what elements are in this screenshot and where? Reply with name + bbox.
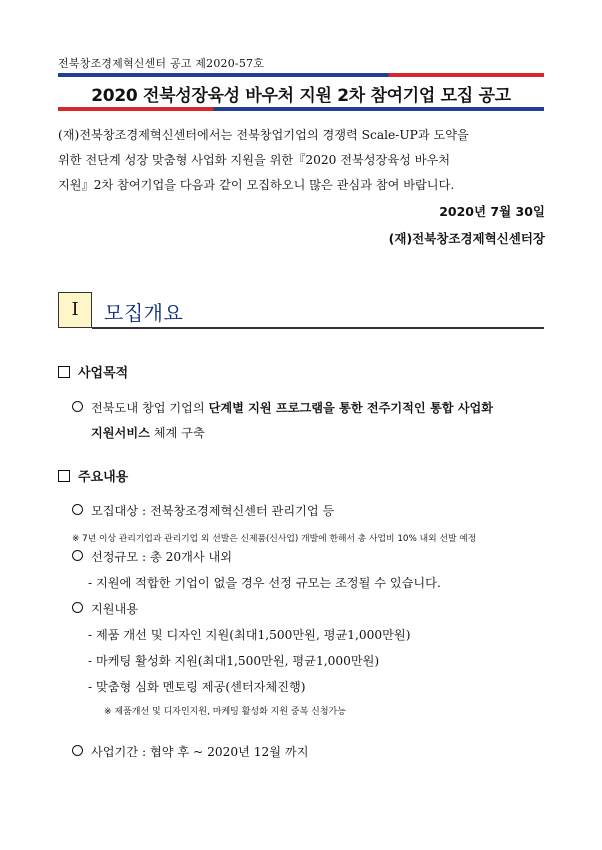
- period-text: 사업기간 : 협약 후 ~ 2020년 12월 까지: [91, 745, 309, 759]
- section-underline: [92, 327, 544, 329]
- notice-signer: (재)전북창조경제혁신센터장: [388, 231, 545, 246]
- scale-item: [72, 548, 232, 565]
- support-sub-3: - 맞춤형 심화 멘토링 제공(센터자체진행): [88, 680, 306, 694]
- circle-bullet-icon: [72, 504, 83, 515]
- page-title: 2020 전북성장육성 바우처 지원 2차 참여기업 모집 공고: [91, 86, 511, 106]
- circle-bullet-icon: [72, 550, 83, 561]
- section-title: 모집개요: [104, 301, 184, 325]
- purpose-line-1: [72, 399, 493, 416]
- purpose-heading-text: 사업목적: [78, 366, 129, 381]
- purpose-line-2: [91, 424, 205, 441]
- notice-date: 2020년 7월 30일: [439, 204, 545, 219]
- square-bullet-icon: [58, 366, 70, 378]
- target-note: ※ 7년 이상 관리기업과 관리기업 외 선발은 신제품(신사업) 개발에 한해서 총 사업비 10% 내외 선발 예정: [72, 534, 477, 544]
- circle-bullet-icon: [72, 745, 83, 756]
- intro-line-1: (재)전북창조경제혁신센터에서는 전북창업기업의 경쟁력 Scale-UP과 도약을: [58, 128, 469, 142]
- title-bottom-rule: [58, 107, 544, 111]
- circle-bullet-icon: [72, 602, 83, 613]
- support-item: [72, 600, 138, 617]
- section-number-box: I: [58, 292, 92, 328]
- content-heading: [58, 466, 128, 485]
- target-item: [72, 502, 334, 519]
- content-heading-text: 주요내용: [78, 470, 129, 485]
- support-sub-2: - 마케팅 활성화 지원(최대1,500만원, 평균1,000만원): [88, 654, 380, 668]
- intro-line-3: 지원』2차 참여기업을 다음과 같이 모집하오니 많은 관심과 참여 바랍니다.: [58, 178, 455, 192]
- period-item: [72, 743, 308, 760]
- circle-bullet-icon: [72, 401, 83, 412]
- purpose-text-bold-2: 지원서비스: [91, 426, 150, 440]
- purpose-text-pre: 전북도내 창업 기업의: [91, 401, 209, 415]
- scale-sub: - 지원에 적합한 기업이 없을 경우 선정 규모는 조정될 수 있습니다.: [88, 576, 441, 590]
- purpose-heading: [58, 362, 128, 381]
- target-text: 모집대상 : 전북창조경제혁신센터 관리기업 등: [91, 504, 335, 518]
- support-note: ※ 제품개선 및 디자인지원, 마케팅 활성화 지원 중복 신청가능: [104, 707, 346, 717]
- support-text: 지원내용: [91, 602, 139, 616]
- purpose-text-post: 체계 구축: [149, 426, 205, 440]
- title-top-rule: [58, 73, 544, 77]
- scale-text: 선정규모 : 총 20개사 내외: [91, 550, 233, 564]
- notice-number: 전북창조경제혁신센터 공고 제2020-57호: [58, 57, 265, 70]
- square-bullet-icon: [58, 470, 70, 482]
- purpose-text-bold: 단계별 지원 프로그램을 통한 전주기적인 통합 사업화: [208, 401, 494, 415]
- support-sub-1: - 제품 개선 및 디자인 지원(최대1,500만원, 평균1,000만원): [88, 628, 411, 642]
- intro-line-2: 위한 전단계 성장 맞춤형 사업화 지원을 위한『2020 전북성장육성 바우처: [58, 153, 451, 167]
